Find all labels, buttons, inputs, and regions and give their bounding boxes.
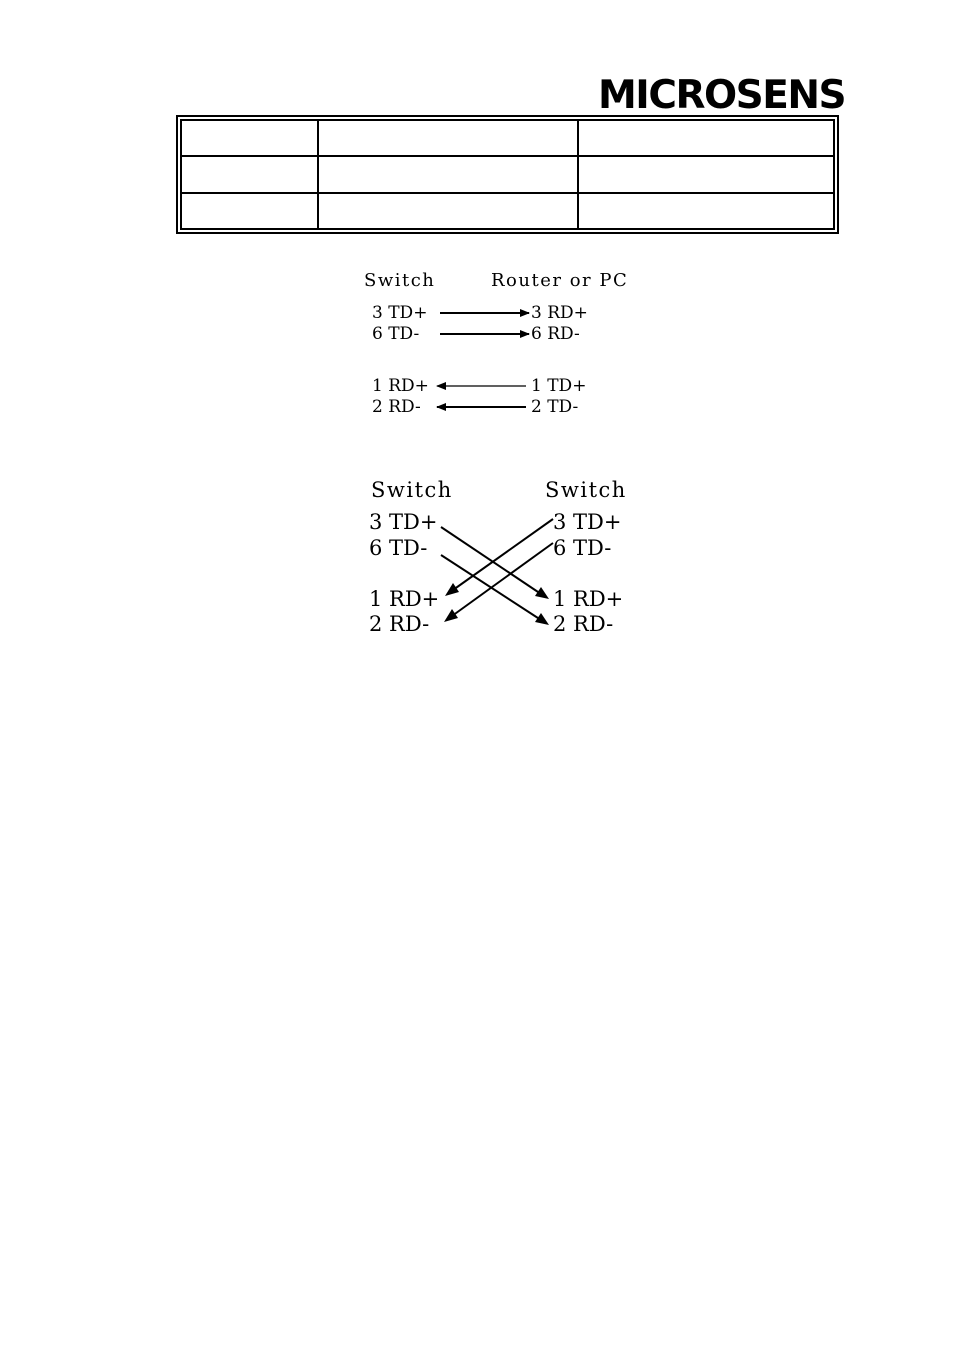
straight-left-label: 3 TD+ [372,303,428,323]
straight-right-label: 2 TD- [531,397,579,417]
straight-left-label: 6 TD- [372,324,420,344]
crossover-diagram [369,478,627,636]
arrow-head-icon [436,403,446,411]
crossover-left-label: 1 RD+ [369,587,440,611]
crossover-right-label: 3 TD+ [553,510,622,534]
crossover-right-label: 2 RD- [553,612,614,636]
crossover-right-label: 6 TD- [553,536,612,560]
straight-left-label: 1 RD+ [372,376,429,396]
arrow-head-icon [520,330,530,338]
arrow-head-icon [436,382,446,390]
arrow-head-icon [445,583,459,596]
straight-right-label: 1 TD+ [531,376,587,396]
arrow-head-icon [520,309,530,317]
straight-right-label: 6 RD- [531,324,580,344]
straight-left-label: 2 RD- [372,397,421,417]
crossover-right-title: Switch [545,478,627,502]
microsens-logo: MICROSENS [598,73,846,118]
straight-right-label: 3 RD+ [531,303,588,323]
crossover-left-title: Switch [371,478,453,502]
arrow-head-icon [535,613,549,625]
straight-left-title: Switch [364,270,436,291]
crossover-left-label: 6 TD- [369,536,428,560]
crossover-left-label: 2 RD- [369,612,430,636]
arrow-head-icon [535,587,549,599]
straight-right-title: Router or PC [491,270,629,291]
crossover-left-label: 3 TD+ [369,510,438,534]
arrow-head-icon [444,609,458,622]
crossover-right-label: 1 RD+ [553,587,624,611]
straight-through-diagram [364,270,628,417]
